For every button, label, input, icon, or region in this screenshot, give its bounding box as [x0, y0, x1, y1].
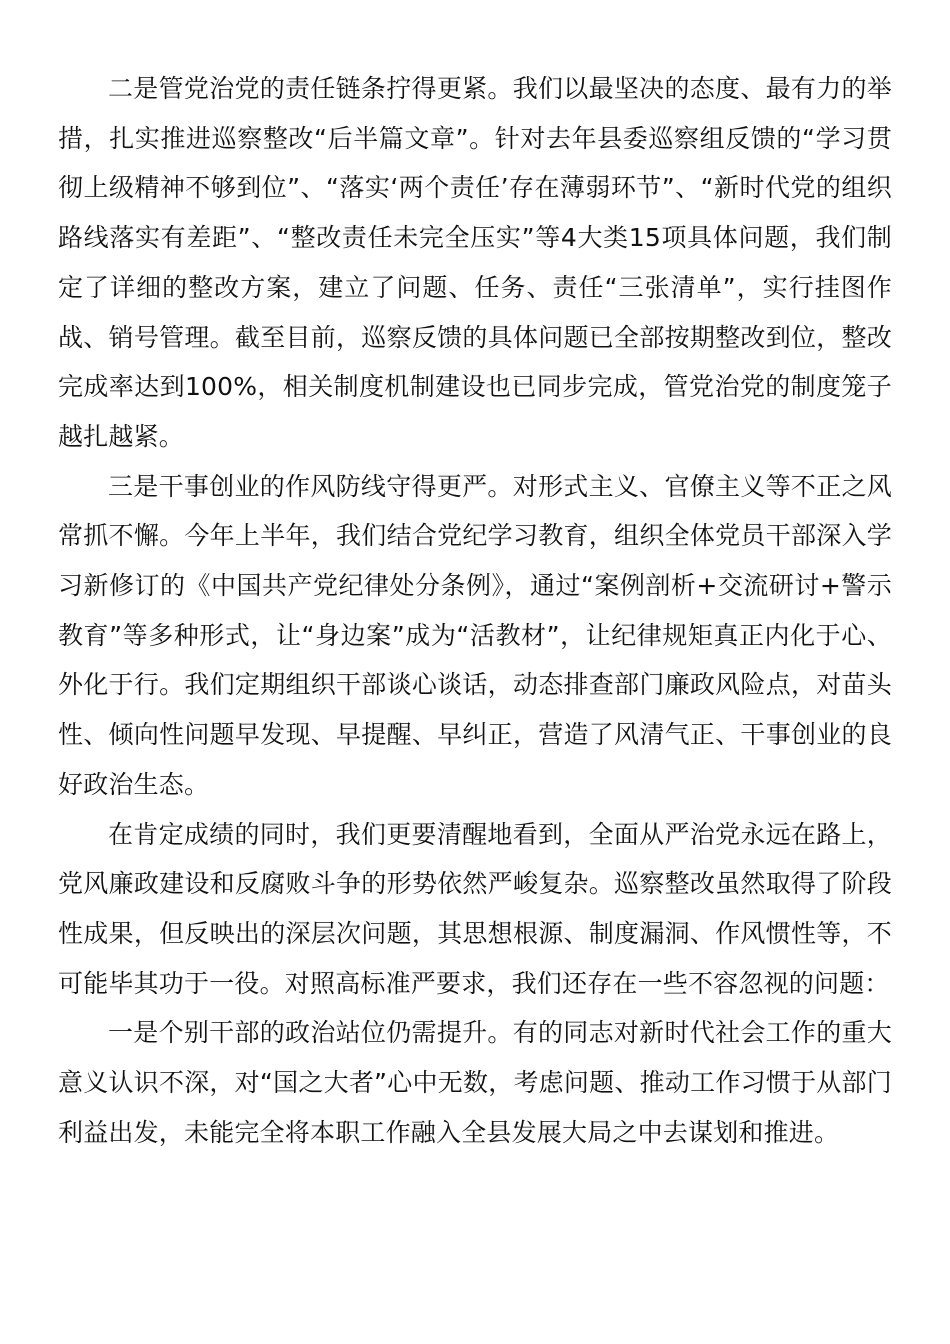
paragraph-work-style: 三是干事创业的作风防线守得更严。对形式主义、官僚主义等不正之风常抓不懈。今年上半年，我们结合党纪学习教育，组织全体党员干部深入学习新修订的《中国共产党纪律处分条例》，通过“案例剖析+交流研讨+警示教育”等多种形式，让“身边案”成为“活教材”，让纪律规矩真正内化于心、外化于行。我们定期组织干部谈心谈话，动态排查部门廉政风险点，对苗头性、倾向性问题早发现、早提醒、早纠正，营造了风清气正、干事创业的良好政治生态。 [58, 471, 892, 799]
document-page [58, 64, 892, 1157]
paragraph-problems-intro: 在肯定成绩的同时，我们更要清醒地看到，全面从严治党永远在路上，党风廉政建设和反腐败斗争的形势依然严峻复杂。巡察整改虽然取得了阶段性成果，但反映出的深层次问题，其思想根源、制度漏洞、作风惯性等，不可能毕其功于一役。对照高标准严要求，我们还存在一些不容忽视的问题： [58, 819, 892, 998]
paragraph-responsibility-chain: 二是管党治党的责任链条拧得更紧。我们以最坚决的态度、最有力的举措，扎实推进巡察整改“后半篇文章”。针对去年县委巡察组反馈的“学习贯彻上级精神不够到位”、“落实‘两个责任’存在薄弱环节”、“新时代党的组织路线落实有差距”、“整改责任未完全压实”等4大类15项具体问题，我们制定了详细的整改方案，建立了问题、任务、责任“三张清单”，实行挂图作战、销号管理。截至目前，巡察反馈的具体问题已全部按期整改到位，整改完成率达到100%，相关制度机制建设也已同步完成，管党治党的制度笼子越扎越紧。 [58, 74, 892, 451]
paragraph-political-stance: 一是个别干部的政治站位仍需提升。有的同志对新时代社会工作的重大意义认识不深，对“国之大者”心中无数，考虑问题、推动工作习惯于从部门利益出发，未能完全将本职工作融入全县发展大局之中去谋划和推进。 [58, 1018, 892, 1147]
